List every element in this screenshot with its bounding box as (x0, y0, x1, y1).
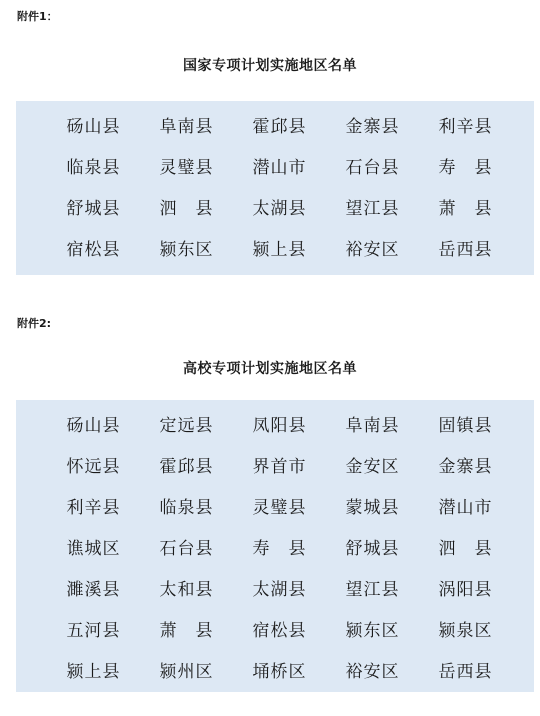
region-name: 阜南县 (345, 416, 400, 436)
region-name: 界首市 (252, 457, 307, 477)
region-name: 临泉县 (159, 498, 214, 518)
region-name: 岳西县 (438, 662, 493, 682)
region-name: 潜山市 (252, 158, 307, 178)
region-name: 颍上县 (252, 240, 307, 260)
region-name: 颍上县 (66, 662, 121, 682)
region-name: 颍东区 (159, 240, 214, 260)
region-name: 阜南县 (159, 117, 214, 137)
region-name: 宿松县 (66, 240, 121, 260)
region-name: 宿松县 (252, 621, 307, 641)
region-name: 五河县 (66, 621, 121, 641)
region-name: 舒城县 (345, 539, 400, 559)
region-name: 太湖县 (252, 199, 307, 219)
region-name: 萧 县 (159, 621, 214, 641)
attachment-1-panel (16, 101, 534, 275)
region-name: 颍东区 (345, 621, 400, 641)
region-name: 凤阳县 (252, 416, 307, 436)
region-name: 石台县 (345, 158, 400, 178)
region-name: 灵璧县 (252, 498, 307, 518)
region-name: 岳西县 (438, 240, 493, 260)
region-name: 涡阳县 (438, 580, 493, 600)
region-name: 临泉县 (66, 158, 121, 178)
region-name: 石台县 (159, 539, 214, 559)
attachment-2-title: 高校专项计划实施地区名单 (183, 361, 357, 377)
region-name: 太和县 (159, 580, 214, 600)
attachment-2-region-grid (16, 400, 534, 693)
region-name: 埇桥区 (252, 662, 307, 682)
region-name: 固镇县 (438, 416, 493, 436)
region-name: 金安区 (345, 457, 400, 477)
attachment-1-title: 国家专项计划实施地区名单 (183, 58, 357, 74)
region-name: 望江县 (345, 199, 400, 219)
region-name: 砀山县 (66, 416, 121, 436)
region-name: 裕安区 (345, 662, 400, 682)
region-name: 太湖县 (252, 580, 307, 600)
region-name: 颍州区 (159, 662, 214, 682)
region-name: 利辛县 (438, 117, 493, 137)
region-name: 定远县 (159, 416, 214, 436)
attachment-2-label: 附件2: (17, 317, 52, 330)
region-name: 利辛县 (66, 498, 121, 518)
region-name: 泗 县 (159, 199, 214, 219)
region-name: 濉溪县 (66, 580, 121, 600)
region-name: 潜山市 (438, 498, 493, 518)
attachment-1-region-grid (16, 101, 534, 271)
region-name: 灵璧县 (159, 158, 214, 178)
region-name: 裕安区 (345, 240, 400, 260)
region-name: 金寨县 (438, 457, 493, 477)
region-name: 泗 县 (438, 539, 493, 559)
region-name: 寿 县 (438, 158, 493, 178)
region-name: 蒙城县 (345, 498, 400, 518)
region-name: 望江县 (345, 580, 400, 600)
region-name: 寿 县 (252, 539, 307, 559)
region-name: 萧 县 (438, 199, 493, 219)
region-name: 霍邱县 (159, 457, 214, 477)
region-name: 谯城区 (66, 539, 121, 559)
region-name: 怀远县 (66, 457, 121, 477)
region-name: 舒城县 (66, 199, 121, 219)
attachment-1-label: 附件1： (17, 10, 58, 23)
region-name: 砀山县 (66, 117, 121, 137)
region-name: 金寨县 (345, 117, 400, 137)
attachment-2-panel (16, 400, 534, 692)
region-name: 霍邱县 (252, 117, 307, 137)
region-name: 颍泉区 (438, 621, 493, 641)
